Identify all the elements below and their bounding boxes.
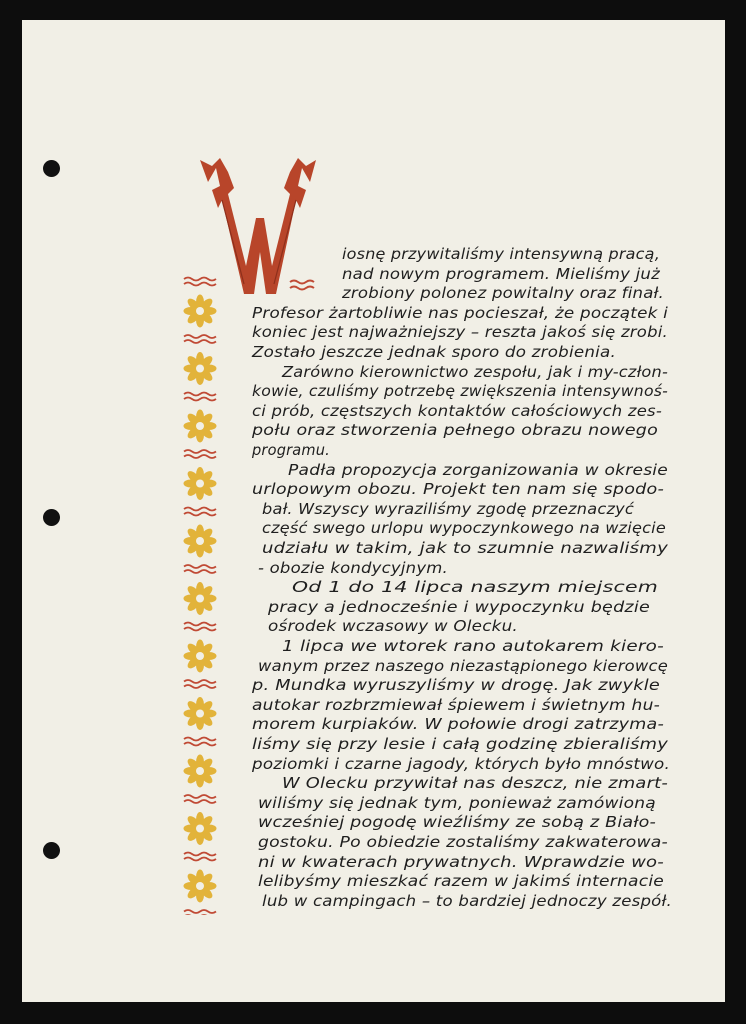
- flower-icon: [184, 295, 217, 328]
- text-line: ni w kwaterach prywatnych. Wprawdzie wo-: [258, 852, 664, 871]
- text-line: wanym przez naszego niezastąpionego kierowcę: [258, 656, 668, 675]
- text-line: Zarówno kierownictwo zespołu, jak i my-człon-: [282, 362, 668, 381]
- wavy-line-ornament: [184, 680, 216, 688]
- text-line: autokar rozbrzmiewał śpiewem i świetnym hu-: [252, 695, 660, 714]
- text-line: morem kurpiaków. W połowie drogi zatrzyma-: [252, 715, 664, 734]
- text-line: W Olecku przywitał nas deszcz, nie zmart-: [282, 774, 668, 793]
- text-line: wiliśmy się jednak tym, ponieważ zamówioną: [258, 793, 656, 812]
- text-line: urlopowym obozu. Projekt ten nam się spodo-: [252, 480, 664, 499]
- text-line: ośrodek wczasowy w Olecku.: [268, 617, 518, 636]
- floral-border-strip: [180, 275, 220, 915]
- text-line: Padła propozycja zorganizowania w okresie: [288, 460, 668, 479]
- wavy-line-ornament: [184, 853, 216, 861]
- text-line: lub w campingach – to bardziej jednoczy zespół.: [262, 891, 672, 910]
- flower-icon: [184, 525, 217, 558]
- flower-icon: [184, 352, 217, 385]
- wavy-line-ornament: [184, 795, 216, 803]
- text-line: udziału w takim, jak to szumnie nazwaliśmy: [262, 539, 668, 557]
- wavy-line-ornament: [184, 565, 216, 573]
- text-line: bał. Wszyscy wyraziliśmy zgodę przeznaczyć: [262, 499, 634, 518]
- flower-icon: [184, 582, 217, 615]
- flower-icon: [184, 640, 217, 673]
- text-line: Od 1 do 14 lipca naszym miejscem: [292, 578, 658, 597]
- flower-icon: [184, 410, 217, 443]
- text-line: nad nowym programem. Mieliśmy już: [342, 264, 660, 283]
- wavy-line-ornament: [184, 393, 216, 401]
- initial-w-wavy-tail: [290, 281, 314, 290]
- text-line: pracy a jednocześnie i wypoczynku będzie: [268, 597, 650, 616]
- text-line: Zostało jeszcze jednak sporo do zrobienia.: [252, 343, 616, 361]
- text-line: liśmy się przy lesie i całą godzinę zbieraliśmy: [252, 735, 668, 753]
- text-line: - obozie kondycyjnym.: [258, 558, 448, 577]
- wavy-line-ornament: [184, 278, 216, 286]
- wavy-line-ornament: [184, 623, 216, 631]
- binder-hole-top: [43, 160, 60, 177]
- text-line: programu.: [252, 441, 330, 459]
- wavy-line-ornament: [184, 738, 216, 746]
- text-line: część swego urlopu wypoczynkowego na wzięcie: [262, 519, 666, 538]
- binder-hole-bottom: [43, 842, 60, 859]
- text-line: Profesor żartobliwie nas pocieszał, że początek i: [252, 303, 668, 322]
- binder-hole-middle: [43, 509, 60, 526]
- flower-icon: [184, 870, 217, 903]
- text-line: iosnę przywitaliśmy intensywną pracą,: [342, 245, 660, 263]
- wavy-line-ornament: [184, 910, 216, 915]
- text-line: wcześniej pogodę wieźliśmy ze sobą z Biało-: [258, 813, 656, 832]
- text-line: gostoku. Po obiedzie zostaliśmy zakwaterowa-: [258, 833, 668, 851]
- text-line: ci prób, częstszych kontaktów całościowych zes-: [252, 401, 662, 420]
- flower-icon: [184, 697, 217, 730]
- text-line: połu oraz stworzenia pełnego obrazu nowego: [252, 421, 658, 440]
- text-line: poziomki i czarne jagody, których było mnóstwo.: [252, 754, 670, 773]
- text-line: lelibyśmy mieszkać razem w jakimś internacie: [258, 872, 664, 891]
- wavy-line-ornament: [184, 335, 216, 343]
- wavy-line-ornament: [184, 508, 216, 516]
- flower-icon: [184, 467, 217, 500]
- text-line: 1 lipca we wtorek rano autokarem kiero-: [282, 637, 664, 655]
- text-line: p. Mundka wyruszyliśmy w drogę. Jak zwykle: [252, 676, 660, 695]
- text-line: kowie, czuliśmy potrzebę zwiększenia intensywnoś-: [252, 382, 668, 401]
- initial-w-shape: [200, 158, 316, 294]
- text-line: koniec jest najważniejszy – reszta jakoś się zrobi.: [252, 323, 668, 342]
- flower-icon: [184, 812, 217, 845]
- wavy-line-ornament: [184, 450, 216, 458]
- flower-icon: [184, 755, 217, 788]
- text-line: zrobiony polonez powitalny oraz finał.: [342, 284, 664, 303]
